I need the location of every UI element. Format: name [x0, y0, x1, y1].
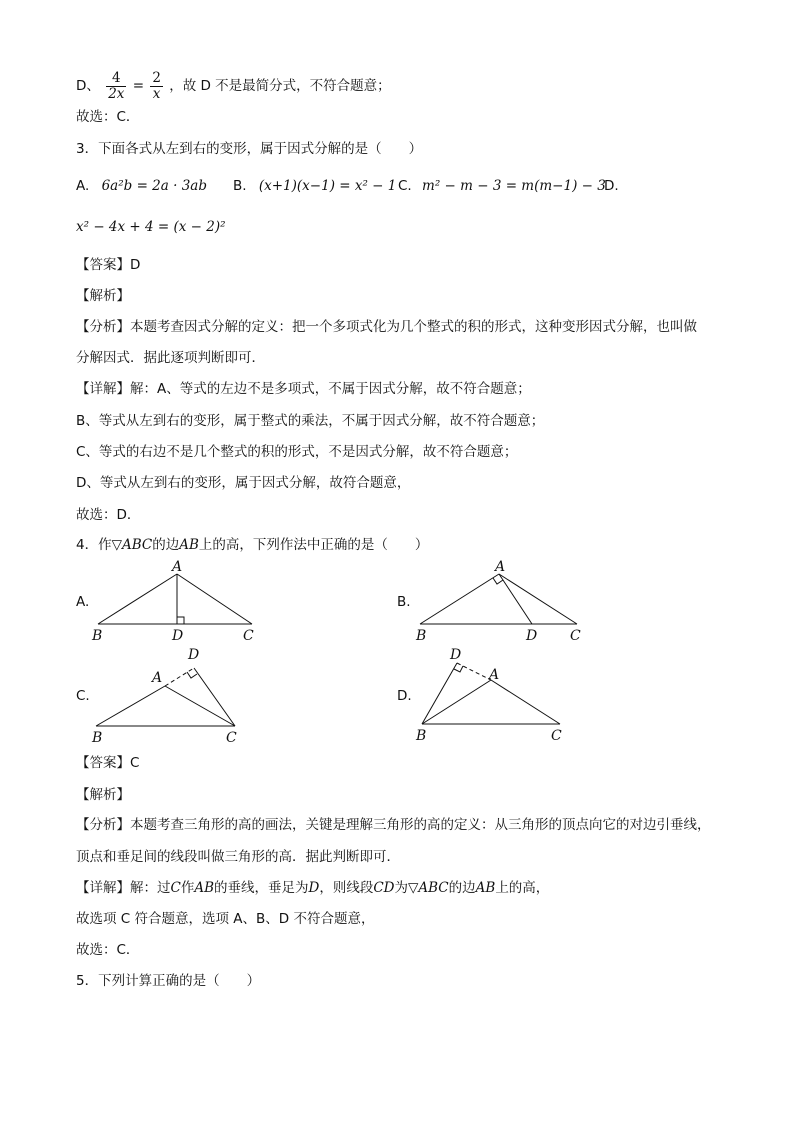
- answer-value: D: [130, 257, 141, 273]
- detail-text: 解：过: [130, 880, 171, 896]
- equals-sign: =: [132, 78, 145, 94]
- side-ab: [96, 686, 165, 726]
- q3-option-b-math: (x+1)(x−1) = x² − 1: [258, 178, 397, 194]
- q4-answer: [76, 754, 139, 772]
- q3-analysis-tag: 【解析】: [76, 288, 130, 304]
- q3-option-a-label: A.: [76, 178, 90, 194]
- q3-option-b: [233, 177, 396, 195]
- math-ab: AB: [475, 880, 496, 896]
- answer-tag: 【答案】: [76, 755, 130, 771]
- right-angle-mark: [177, 617, 184, 624]
- point-d: D: [450, 647, 462, 663]
- side-ac: [499, 574, 577, 624]
- q4-stem-triangle: ▽ABC: [111, 537, 153, 553]
- altitude-bd: [422, 663, 457, 724]
- point-b: B: [92, 628, 103, 644]
- q3-option-c: [398, 177, 606, 195]
- q3-option-d-label: D.: [604, 178, 619, 194]
- q4-stem-ab: AB: [179, 537, 199, 553]
- prev-option-d: [76, 66, 391, 106]
- right-angle-mark: [493, 578, 503, 584]
- q3-option-d-math: x² − 4x + 4 = (x − 2)²: [76, 219, 226, 235]
- q4-figure-b-label: B.: [397, 594, 411, 610]
- fenxi-tag: 【分析】: [76, 817, 130, 833]
- q4-fenxi-1: [76, 816, 711, 834]
- q4-stem: [76, 536, 428, 554]
- q3-stem: 3．下面各式从左到右的变形，属于因式分解的是（ ）: [76, 141, 423, 157]
- detail-text: 作: [180, 880, 195, 896]
- side-ac: [491, 680, 560, 724]
- q4-figure-d-label: D.: [397, 688, 412, 704]
- q4-stem-pre: 4．作: [76, 537, 112, 553]
- q3-choose: 故选：D．: [76, 507, 141, 523]
- detail-text: 为: [394, 880, 408, 896]
- math-ab: AB: [194, 880, 215, 896]
- q4-choose: 故选：C．: [76, 942, 140, 958]
- q5-stem: 5．下列计算正确的是（ ）: [76, 973, 261, 989]
- prev-choose: 故选：C．: [76, 109, 140, 125]
- point-a: A: [172, 559, 183, 575]
- fraction-4-over-2x: [106, 71, 126, 102]
- q4-figure-a: [88, 558, 268, 644]
- side-ac: [165, 686, 235, 726]
- q3-option-b-label: B.: [233, 178, 247, 194]
- fenxi-tag: 【分析】: [76, 319, 130, 335]
- extension-ad: [457, 663, 491, 680]
- fenxi-text: 本题考查三角形的高的画法，关键是理解三角形的高的定义：从三角形的顶点向它的对边引垂线，: [130, 817, 711, 833]
- answer-value: C: [130, 755, 140, 771]
- point-c: C: [243, 628, 254, 644]
- point-d: D: [526, 628, 538, 644]
- prev-d-prefix: D、: [76, 78, 100, 94]
- frac-numerator: 4: [106, 71, 126, 87]
- detail-text: 上的高，: [495, 880, 550, 896]
- side-ab: [420, 574, 499, 624]
- math-c: C: [170, 880, 181, 896]
- point-c: C: [226, 730, 237, 746]
- q3-answer: [76, 256, 140, 274]
- q4-detail-2: 故选项 C 符合题意，选项 A、B、D 不符合题意，: [76, 911, 375, 927]
- q4-figure-c-label: C.: [76, 688, 90, 704]
- point-d: D: [172, 628, 184, 644]
- frac-numerator: 2: [152, 69, 161, 86]
- q3-fenxi-1: [76, 318, 697, 336]
- detail-tag: 【详解】: [76, 381, 130, 397]
- q3-option-a-math: 6a²b = 2a · 3ab: [101, 178, 207, 194]
- q4-figure-a-label: A.: [76, 594, 90, 610]
- detail-tag: 【详解】: [76, 880, 130, 896]
- detail-text: 的边: [448, 880, 476, 896]
- q3-fenxi-2: 分解因式．据此逐项判断即可．: [76, 350, 265, 366]
- answer-tag: 【答案】: [76, 257, 130, 273]
- q4-analysis-tag: 【解析】: [76, 787, 130, 803]
- q4-figure-d: [410, 644, 580, 748]
- point-a: A: [152, 670, 163, 686]
- detail-text: 解：A、等式的左边不是多项式，不属于因式分解，故不符合题意；: [130, 381, 531, 397]
- point-c: C: [570, 628, 581, 644]
- right-angle-mark: [454, 666, 463, 672]
- point-b: B: [416, 728, 427, 744]
- q3-option-a: [76, 177, 207, 195]
- extension-ad: [165, 668, 194, 686]
- q4-stem-post: 上的高，下列作法中正确的是（ ）: [198, 537, 429, 553]
- frac-denominator: 2x: [108, 85, 125, 102]
- q4-stem-mid: 的边: [152, 537, 180, 553]
- q4-detail-1: [76, 879, 549, 897]
- math-triangle: ▽ABC: [408, 880, 449, 896]
- frac-denominator: x: [152, 85, 161, 102]
- fraction-2-over-x: [150, 71, 163, 102]
- q3-option-c-label: C.: [398, 178, 412, 194]
- point-a: A: [489, 667, 500, 683]
- fenxi-text: 本题考查因式分解的定义：把一个多项式化为几个整式的积的形式，这种变形因式分解，也叫做: [130, 319, 697, 335]
- q3-option-c-math: m² − m − 3 = m(m−1) − 3: [422, 178, 606, 194]
- q3-detail-4: D、等式从左到右的变形，属于因式分解，故符合题意，: [76, 475, 411, 491]
- point-b: B: [416, 628, 427, 644]
- detail-text: ，则线段: [319, 880, 374, 896]
- math-d: D: [308, 880, 320, 896]
- segment-ad: [499, 574, 532, 624]
- point-c: C: [551, 728, 562, 744]
- side-ab: [98, 574, 177, 624]
- side-ab: [422, 680, 491, 724]
- altitude-cd: [194, 668, 235, 726]
- point-a: A: [495, 559, 506, 575]
- point-d: D: [188, 647, 200, 663]
- q3-detail-2: B、等式从左到右的变形，属于整式的乘法，不属于因式分解，故不符合题意；: [76, 413, 545, 429]
- detail-text: 的垂线，垂足为: [214, 880, 309, 896]
- q3-detail-1: [76, 380, 531, 398]
- q4-fenxi-2: 顶点和垂足间的线段叫做三角形的高．据此判断即可．: [76, 849, 400, 865]
- point-b: B: [92, 730, 103, 746]
- side-ac: [177, 574, 252, 624]
- q4-figure-b: [410, 558, 590, 644]
- q4-figure-c: [88, 644, 258, 748]
- right-angle-mark: [187, 672, 197, 678]
- prev-d-text: ，故 D 不是最简分式，不符合题意；: [169, 78, 391, 94]
- q3-detail-3: C、等式的右边不是几个整式的积的形式，不是因式分解，故不符合题意；: [76, 444, 518, 460]
- math-cd: CD: [373, 880, 395, 896]
